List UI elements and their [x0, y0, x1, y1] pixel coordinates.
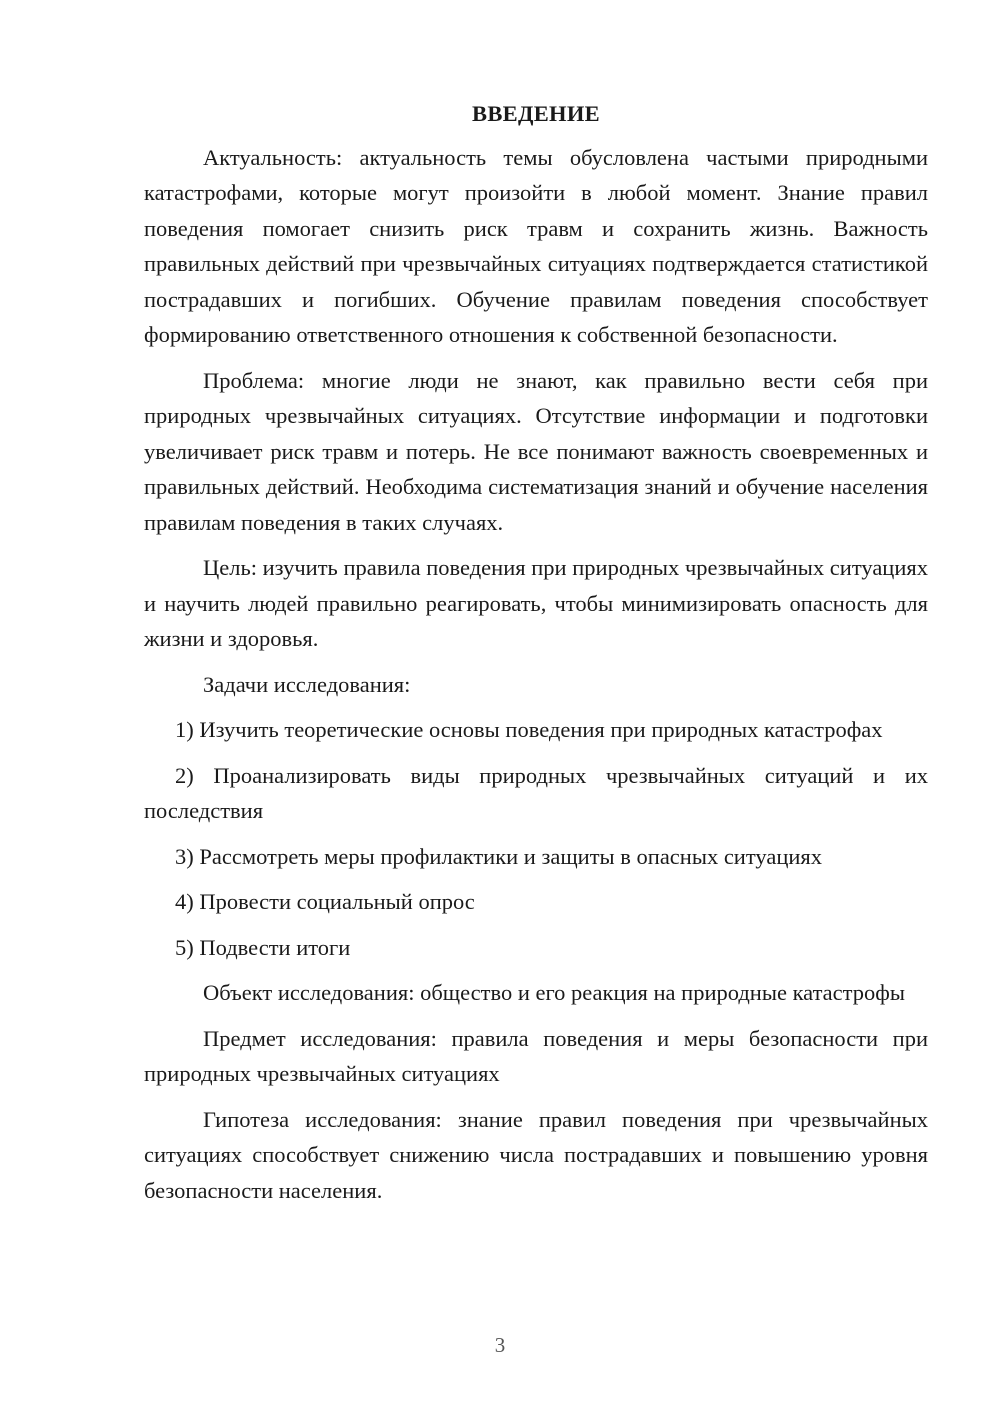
task-item: 5) Подвести итоги — [175, 934, 351, 960]
section-title: ВВЕДЕНИЕ — [472, 101, 600, 126]
relevance-paragraph: Актуальность: актуальность темы обусловлена частыми природными катастрофами, которые могут произойти в любой момент. Знание правил поведения помогает снизить риск травм и сохранить жизнь. Важность правильных действий при чрезвычайных ситуациях подтверждается статистикой пострадавших и погибших. Обучение правилам поведения способствует формированию ответственного отношения к собственной безопасности. — [144, 144, 928, 347]
page-number: 3 — [494, 1333, 506, 1357]
object-paragraph: Объект исследования: общество и его реакция на природные катастрофы — [203, 980, 905, 1005]
subject-paragraph: Предмет исследования: правила поведения и меры безопасности при природных чрезвычайных ситуациях — [144, 1025, 928, 1086]
tasks-heading: Задачи исследования: — [203, 671, 411, 697]
document-page — [144, 96, 928, 1218]
problem-paragraph: Проблема: многие люди не знают, как правильно вести себя при природных чрезвычайных ситуациях. Отсутствие информации и подготовки увеличивает риск травм и потерь. Не все понимают важность своевременных и правильных действий. Необходима систематизация знаний и обучение населения правилам поведения в таких случаях. — [144, 367, 928, 535]
task-item: 3) Рассмотреть меры профилактики и защиты в опасных ситуациях — [175, 843, 823, 869]
hypothesis-paragraph: Гипотеза исследования: знание правил поведения при чрезвычайных ситуациях способствует снижению числа пострадавших и повышению уровня безопасности населения. — [144, 1106, 928, 1203]
goal-paragraph: Цель: изучить правила поведения при природных чрезвычайных ситуациях и научить людей правильно реагировать, чтобы минимизировать опасность для жизни и здоровья. — [144, 555, 928, 651]
task-item: 4) Провести социальный опрос — [175, 889, 475, 914]
task-item: 2) Проанализировать виды природных чрезвычайных ситуаций и их последствия — [144, 762, 928, 823]
task-item: 1) Изучить теоретические основы поведения при природных катастрофах — [175, 717, 883, 742]
